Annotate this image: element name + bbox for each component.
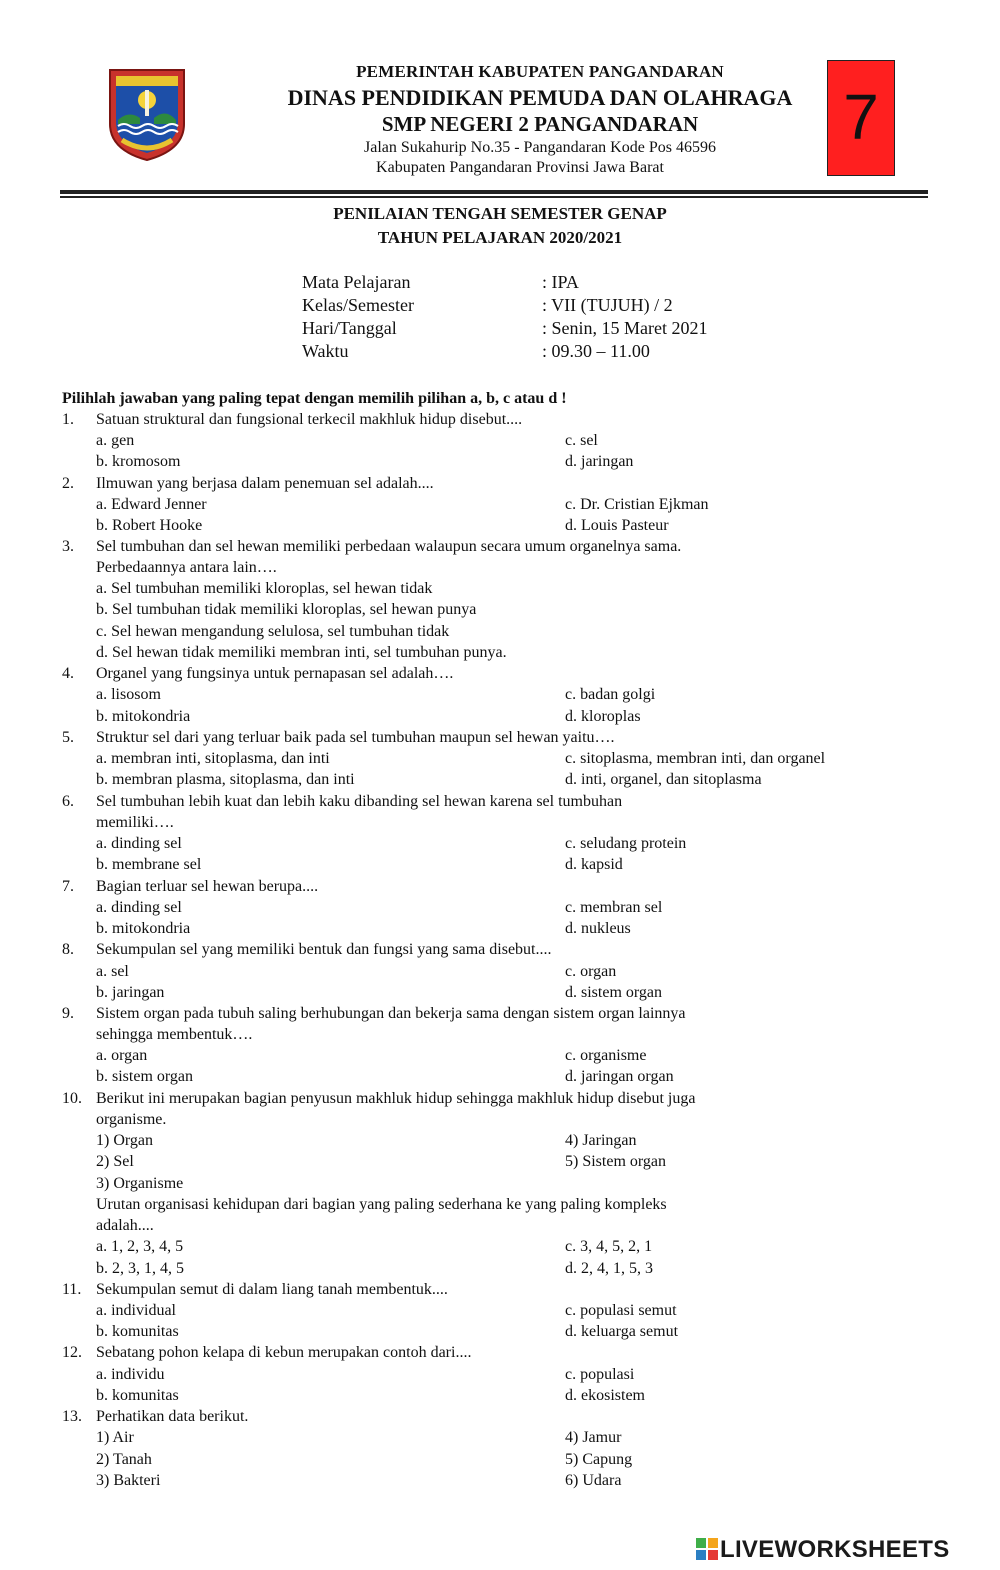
list-item: 1) Air — [96, 1429, 134, 1446]
option-b[interactable]: b. kromosom — [96, 453, 181, 470]
option-a[interactable]: a. individual — [96, 1302, 176, 1319]
option-c[interactable]: c. populasi semut — [565, 1302, 677, 1319]
option-a[interactable]: a. dinding sel — [96, 899, 182, 916]
list-item: 5) Sistem organ — [565, 1153, 667, 1170]
option-d[interactable]: d. Louis Pasteur — [565, 517, 669, 534]
option-b[interactable]: b. mitokondria — [96, 920, 191, 937]
question-text: Struktur sel dari yang terluar baik pada sel tumbuhan maupun sel hewan yaitu…. — [96, 729, 615, 746]
header-department-line: DINAS PENDIDIKAN PEMUDA DAN OLAHRAGA — [287, 85, 793, 110]
option-a[interactable]: a. 1, 2, 3, 4, 5 — [96, 1238, 184, 1255]
header-divider-thick — [60, 190, 928, 194]
option-d[interactable]: d. jaringan — [565, 453, 634, 470]
option-a[interactable]: a. gen — [96, 432, 135, 449]
list-item: 3) Organisme — [96, 1175, 184, 1192]
question-text-cont: sehingga membentuk…. — [96, 1026, 253, 1043]
option-c[interactable]: c. organisme — [565, 1047, 647, 1064]
exam-year: TAHUN PELAJARAN 2020/2021 — [377, 228, 623, 247]
question-text: Ilmuwan yang berjasa dalam penemuan sel adalah.... — [96, 475, 434, 492]
question-text: Sebatang pohon kelapa di kebun merupakan contoh dari.... — [96, 1344, 472, 1361]
option-d[interactable]: d. kapsid — [565, 856, 623, 873]
option-b[interactable]: b. Robert Hooke — [96, 517, 203, 534]
question-number: 11. — [62, 1281, 82, 1298]
option-c[interactable]: c. membran sel — [565, 899, 663, 916]
instruction: Pilihlah jawaban yang paling tepat dengan memilih pilihan a, b, c atau d ! — [62, 390, 567, 407]
option-b[interactable]: b. Sel tumbuhan tidak memiliki kloroplas, sel hewan punya — [96, 601, 477, 618]
option-c[interactable]: c. organ — [565, 963, 617, 980]
option-b[interactable]: b. jaringan — [96, 984, 165, 1001]
liveworksheets-brand: LIVEWORKSHEETS — [720, 1536, 950, 1563]
meta-label: Hari/Tanggal — [302, 318, 397, 338]
header-divider-thin — [60, 196, 928, 198]
question-text: Perhatikan data berikut. — [96, 1408, 249, 1425]
option-a[interactable]: a. sel — [96, 963, 129, 980]
header-region: Kabupaten Pangandaran Provinsi Jawa Barat — [376, 159, 664, 176]
option-d[interactable]: d. keluarga semut — [565, 1323, 679, 1340]
question-number: 2. — [62, 475, 74, 492]
liveworksheets-watermark[interactable] — [696, 1536, 950, 1562]
question-text: Satuan struktural dan fungsional terkecil makhluk hidup disebut.... — [96, 411, 523, 428]
option-a[interactable]: a. Sel tumbuhan memiliki kloroplas, sel hewan tidak — [96, 580, 433, 597]
option-d[interactable]: d. nukleus — [565, 920, 631, 937]
option-d[interactable]: d. sistem organ — [565, 984, 663, 1001]
list-item: 4) Jamur — [565, 1429, 622, 1446]
question-text: Sistem organ pada tubuh saling berhubungan dan bekerja sama dengan sistem organ lainnya — [96, 1005, 686, 1022]
question-text: Bagian terluar sel hewan berupa.... — [96, 878, 319, 895]
meta-value: : Senin, 15 Maret 2021 — [542, 318, 708, 338]
option-b[interactable]: b. komunitas — [96, 1323, 179, 1340]
option-a[interactable]: a. membran inti, sitoplasma, dan inti — [96, 750, 330, 767]
option-c[interactable]: c. sel — [565, 432, 598, 449]
meta-value: : VII (TUJUH) / 2 — [542, 295, 673, 315]
meta-value: : IPA — [542, 272, 579, 292]
question-text: Sekumpulan sel yang memiliki bentuk dan fungsi yang sama disebut.... — [96, 941, 552, 958]
option-a[interactable]: a. organ — [96, 1047, 148, 1064]
option-d[interactable]: d. jaringan organ — [565, 1068, 674, 1085]
option-b[interactable]: b. membran plasma, sitoplasma, dan inti — [96, 771, 355, 788]
liveworksheets-logo-icon — [696, 1538, 718, 1560]
option-a[interactable]: a. dinding sel — [96, 835, 182, 852]
option-c[interactable]: c. badan golgi — [565, 686, 656, 703]
list-item: 2) Tanah — [96, 1451, 152, 1468]
meta-value: : 09.30 – 11.00 — [542, 341, 650, 361]
question-number: 13. — [62, 1408, 82, 1425]
exam-title: PENILAIAN TENGAH SEMESTER GENAP — [333, 204, 667, 223]
option-d[interactable]: d. Sel hewan tidak memiliki membran inti, sel tumbuhan punya. — [96, 644, 507, 661]
question-text-cont: memiliki…. — [96, 814, 174, 831]
option-d[interactable]: d. kloroplas — [565, 708, 641, 725]
option-d[interactable]: d. inti, organel, dan sitoplasma — [565, 771, 762, 788]
list-item: 4) Jaringan — [565, 1132, 637, 1149]
list-item: 5) Capung — [565, 1451, 633, 1468]
option-b[interactable]: b. komunitas — [96, 1387, 179, 1404]
question-number: 1. — [62, 411, 74, 428]
header-address: Jalan Sukahurip No.35 - Pangandaran Kode Pos 46596 — [364, 139, 716, 156]
question-number: 12. — [62, 1344, 82, 1361]
meta-label: Mata Pelajaran — [302, 272, 411, 292]
question-text-cont: Urutan organisasi kehidupan dari bagian yang paling sederhana ke yang paling kompleks — [96, 1196, 667, 1213]
question-text: Sel tumbuhan dan sel hewan memiliki perbedaan walaupun secara umum organelnya sama. — [96, 538, 682, 555]
grade-badge: 7 — [827, 60, 895, 176]
question-number: 8. — [62, 941, 74, 958]
option-c[interactable]: c. 3, 4, 5, 2, 1 — [565, 1238, 653, 1255]
option-c[interactable]: c. populasi — [565, 1366, 635, 1383]
option-c[interactable]: c. Dr. Cristian Ejkman — [565, 496, 709, 513]
question-text: Sekumpulan semut di dalam liang tanah membentuk.... — [96, 1281, 448, 1298]
meta-label: Kelas/Semester — [302, 295, 414, 315]
option-b[interactable]: b. sistem organ — [96, 1068, 194, 1085]
question-text-cont: Perbedaannya antara lain…. — [96, 559, 277, 576]
list-item: 1) Organ — [96, 1132, 154, 1149]
option-d[interactable]: d. ekosistem — [565, 1387, 645, 1404]
option-b[interactable]: b. membrane sel — [96, 856, 202, 873]
question-number: 9. — [62, 1005, 74, 1022]
option-c[interactable]: c. Sel hewan mengandung selulosa, sel tumbuhan tidak — [96, 623, 450, 640]
option-c[interactable]: c. sitoplasma, membran inti, dan organel — [565, 750, 826, 767]
question-text: Sel tumbuhan lebih kuat dan lebih kaku dibanding sel hewan karena sel tumbuhan — [96, 793, 623, 810]
list-item: 2) Sel — [96, 1153, 134, 1170]
option-b[interactable]: b. mitokondria — [96, 708, 191, 725]
question-text: Berikut ini merupakan bagian penyusun makhluk hidup sehingga makhluk hidup disebut juga — [96, 1090, 696, 1107]
question-text-cont: adalah.... — [96, 1217, 154, 1234]
question-text: Organel yang fungsinya untuk pernapasan sel adalah…. — [96, 665, 454, 682]
option-b[interactable]: b. 2, 3, 1, 4, 5 — [96, 1260, 184, 1277]
header-school-name: SMP NEGERI 2 PANGANDARAN — [381, 112, 699, 136]
question-number: 5. — [62, 729, 74, 746]
question-number: 10. — [62, 1090, 82, 1107]
question-number: 6. — [62, 793, 74, 810]
question-number: 4. — [62, 665, 74, 682]
option-a[interactable]: a. individu — [96, 1366, 165, 1383]
question-number: 3. — [62, 538, 74, 555]
list-item: 3) Bakteri — [96, 1472, 161, 1489]
option-a[interactable]: a. lisosom — [96, 686, 161, 703]
question-number: 7. — [62, 878, 74, 895]
header-government-line: PEMERINTAH KABUPATEN PANGANDARAN — [356, 62, 724, 81]
option-c[interactable]: c. seludang protein — [565, 835, 687, 852]
meta-label: Waktu — [302, 341, 349, 361]
question-text-cont: organisme. — [96, 1111, 167, 1128]
option-a[interactable]: a. Edward Jenner — [96, 496, 207, 513]
option-d[interactable]: d. 2, 4, 1, 5, 3 — [565, 1260, 653, 1277]
list-item: 6) Udara — [565, 1472, 622, 1489]
